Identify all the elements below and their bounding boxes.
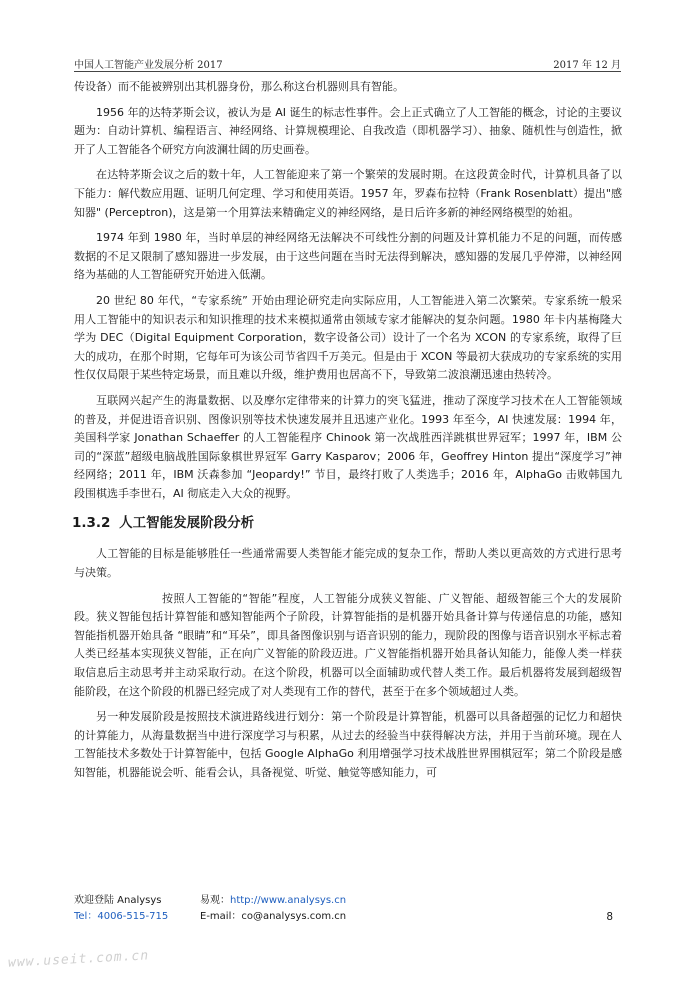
paragraph-continuation: 传设备）而不能被辨别出其机器身份，那么称这台机器则具有智能。 [74, 80, 404, 93]
header-divider [74, 71, 621, 72]
footer-site-link[interactable]: http://www.analysys.cn [230, 895, 347, 906]
paragraph-first-winter: 1974 年到 1980 年，当时单层的神经网络无法解决不可线性分割的问题及计算机能力不足的问题，而传感数据的不足又限制了感知器进一步发展，由于这些问题在当时无法得到解决，感知器的发展几乎停滞，以神经网络为基础的人工智能研究开始进入低潮。 [74, 231, 622, 282]
section-title: 人工智能发展阶段分析 [119, 515, 255, 532]
document-body [74, 78, 622, 790]
paragraph-golden-age: 在达特茅斯会议之后的数十年，人工智能迎来了第一个繁荣的发展时期。在这段黄金时代，计算机具备了以下能力：解代数应用题、证明几何定理、学习和使用英语。1957 年，罗森布拉特（Frank Rosenblatt）提出"感知器" (Perceptron)，这是第一个用算法来精确定义的神经网络，是日后许多新的神经网络模型的始祖。 [74, 168, 622, 219]
footer-email[interactable]: E-mail：co@analysys.com.cn [200, 911, 347, 922]
footer-site-label: 易观： [200, 895, 230, 906]
paragraph-expert-systems: 20 世纪 80 年代，“专家系统” 开始由理论研究走向实际应用，人工智能进入第二次繁荣。专家系统一般采用人工智能中的知识表示和知识推理的技术来模拟通常由领域专家才能解决的复杂问题。1980 年卡内基梅隆大学为 DEC（Digital Equipment Corporation，数字设备公司）设计了一个名为 XCON 的专家系统，取得了巨大的成功，在那个时期，它每年可为该公司节省四千万美元。但是由于 XCON 等最初大获成功的专家系统的实用性仅仅局限于某些特定场景，而且难以升级，维护费用也居高不下，导致第二波浪潮迅速由热转冷。 [74, 293, 622, 382]
footer-welcome: 欢迎登陆 Analysys [74, 895, 162, 906]
paragraph-deep-learning: 互联网兴起产生的海量数据、以及摩尔定律带来的计算力的突飞猛进，推动了深度学习技术在人工智能领域的普及，并促进语音识别、图像识别等技术快速发展并且迅速产业化。1993 年至今，AI 快速发展：1994 年，美国科学家 Jonathan Schaeffer 的人工智能程序 Chinook 第一次战胜西洋跳棋世界冠军；1997 年，IBM 公司的“深蓝”超级电脑战胜国际象棋世界冠军 Garry Kasparov；2006 年，Geoffrey Hinton 提出“深度学习”神经网络；2011 年，IBM 沃森参加 “Jeopardy!” 节目，最终打败了人类选手；2016 年，AlphaGo 击败韩国九段围棋选手李世石，AI 彻底走入大众的视野。 [74, 393, 622, 500]
paragraph-intelligence-stages: 按照人工智能的“智能”程度，人工智能分成狭义智能、广义智能、超级智能三个大的发展阶段。狭义智能包括计算智能和感知智能两个子阶段，计算智能指的是机器开始具备计算与传递信息的功能，感知智能指机器开始具备 “眼睛”和“耳朵”，即具备图像识别与语音识别的能力，现阶段的图像与语音识别水平标志着人类已经基本实现狭义智能，正在向广义智能的阶段迈进。广义智能指机器开始具备认知能力，能像人类一样获取信息后主动思考并主动采取行动。在这个阶段，机器可以全面辅助或代替人类工作。最后机器将发展到超级智能阶段，在这个阶段的机器已经完成了对人类现有工作的替代，甚至于在多个领域超过人类。 [74, 591, 622, 698]
report-title: 中国人工智能产业发展分析 2017 [74, 60, 223, 71]
report-date: 2017 年 12 月 [553, 60, 621, 71]
section-number: 1.3.2 [72, 515, 111, 532]
paragraph-ai-goal: 人工智能的目标是能够胜任一些通常需要人类智能才能完成的复杂工作，帮助人类以更高效的方式进行思考与决策。 [74, 547, 622, 580]
page-footer [74, 893, 621, 925]
paragraph-dartmouth: 1956 年的达特茅斯会议，被认为是 AI 诞生的标志性事件。会上正式确立了人工智能的概念，讨论的主要议题为：自动计算机、编程语言、神经网络、计算规模理论、自我改造（即机器学习）、抽象、随机性与创造性，掀开了人工智能各个研究方向波澜壮阔的历史画卷。 [74, 105, 622, 156]
page-number: 8 [606, 911, 613, 923]
footer-site [200, 893, 346, 909]
section-heading [72, 513, 622, 533]
watermark-text: www.useit.com.cn [7, 948, 150, 971]
paragraph-technology-stages: 另一种发展阶段是按照技术演进路线进行划分：第一个阶段是计算智能，机器可以具备超强的记忆力和超快的计算能力，从海量数据当中进行深度学习与积累，从过去的经验当中获得解决方法，并用于当前环境。现在人工智能技术多数处于计算智能中，包括 Google AlphaGo 利用增强学习技术战胜世界围棋冠军；第二个阶段是感知智能，机器能说会听、能看会认，具备视觉、听觉、触觉等感知能力，可 [74, 710, 622, 779]
page-header [74, 56, 621, 70]
footer-tel: Tel：4006-515-715 [74, 911, 169, 922]
